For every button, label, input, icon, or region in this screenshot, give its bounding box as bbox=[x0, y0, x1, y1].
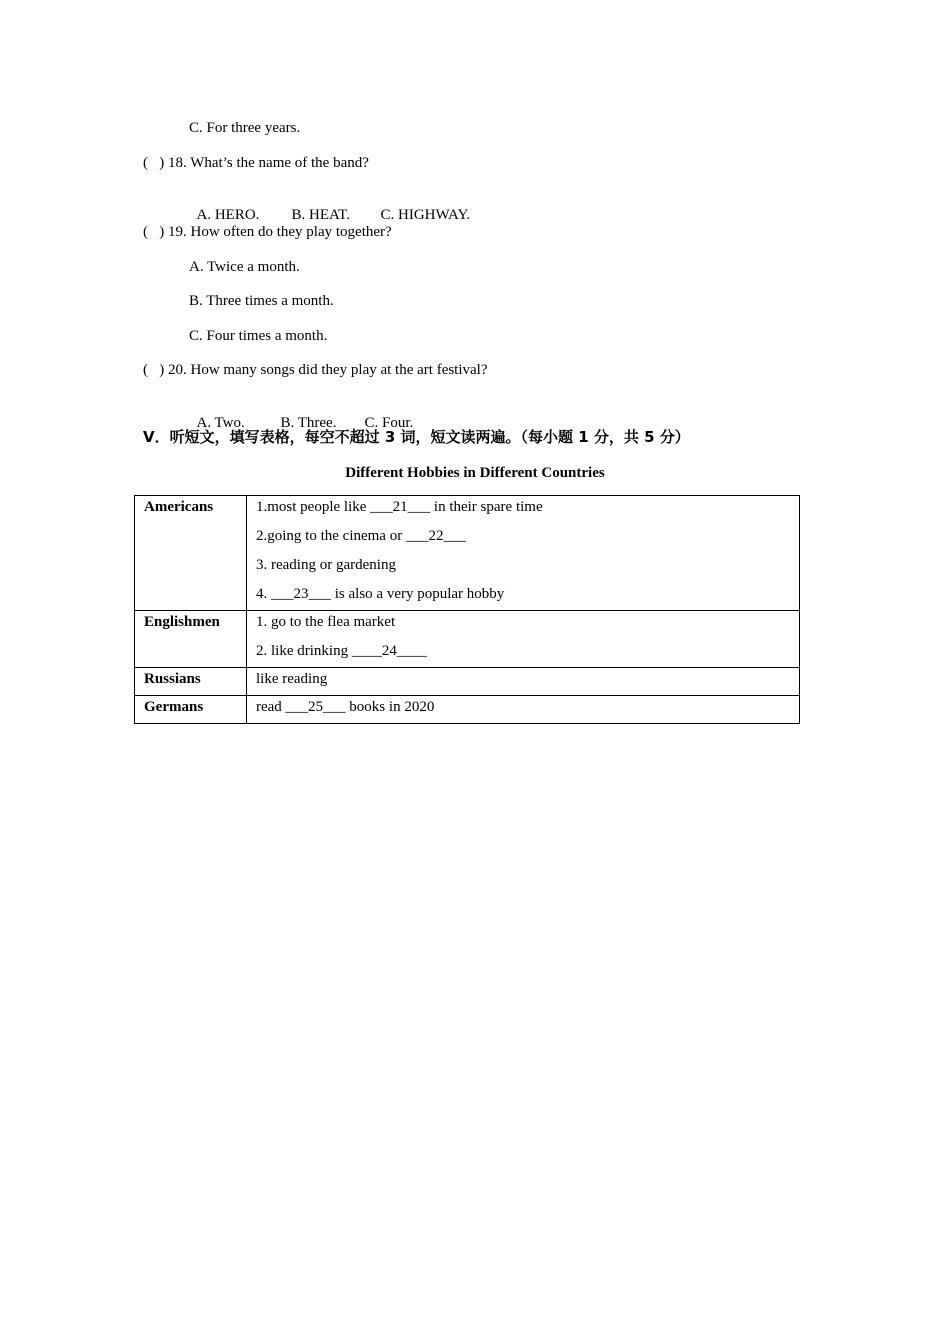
country-cell bbox=[135, 496, 247, 611]
list-item: 1.most people like ___21___ in their spare time bbox=[256, 499, 543, 515]
list-item: 2.going to the cinema or ___22___ bbox=[256, 528, 466, 544]
q19-option-a: A. Twice a month. bbox=[189, 259, 300, 275]
list-item: 3. reading or gardening bbox=[256, 557, 396, 573]
hobbies-table bbox=[134, 495, 800, 724]
q18-question: ( ) 18. What’s the name of the band? bbox=[143, 155, 369, 171]
table-row bbox=[135, 668, 800, 696]
q17-option-c: C. For three years. bbox=[189, 120, 301, 136]
q18-options bbox=[189, 188, 470, 224]
list-item: read ___25___ books in 2020 bbox=[256, 699, 435, 715]
table-row bbox=[135, 496, 800, 611]
table-row bbox=[135, 611, 800, 668]
items-cell bbox=[247, 696, 800, 724]
items-cell bbox=[247, 668, 800, 696]
table-title: Different Hobbies in Different Countries bbox=[345, 465, 605, 481]
q20-option-a: A. Two. bbox=[196, 415, 245, 431]
q18-option-b: B. HEAT. bbox=[291, 207, 350, 223]
q19-option-b: B. Three times a month. bbox=[189, 293, 334, 309]
country-cell bbox=[135, 696, 247, 724]
items-cell bbox=[247, 611, 800, 668]
list-item: 2. like drinking ____24____ bbox=[256, 643, 427, 659]
list-item: like reading bbox=[256, 671, 328, 687]
q20-option-b: B. Three. bbox=[280, 415, 337, 431]
country-cell bbox=[135, 611, 247, 668]
items-cell bbox=[247, 496, 800, 611]
list-item: 4. ___23___ is also a very popular hobby bbox=[256, 586, 505, 602]
q18-option-c: C. HIGHWAY. bbox=[380, 207, 471, 223]
country-label: Russians bbox=[144, 671, 201, 687]
list-item: 1. go to the flea market bbox=[256, 614, 396, 630]
country-label: Germans bbox=[144, 699, 204, 715]
q19-question: ( ) 19. How often do they play together? bbox=[143, 224, 392, 240]
country-label: Englishmen bbox=[144, 614, 220, 630]
country-cell bbox=[135, 668, 247, 696]
table-row bbox=[135, 696, 800, 724]
q19-option-c: C. Four times a month. bbox=[189, 328, 328, 344]
q18-option-a: A. HERO. bbox=[196, 207, 260, 223]
q20-option-c: C. Four. bbox=[364, 415, 414, 431]
section-heading: V．听短文，填写表格，每空不超过 3 词，短文读两遍。（每小题 1 分，共 5 分） bbox=[143, 428, 690, 446]
q20-question: ( ) 20. How many songs did they play at the art festival? bbox=[143, 362, 488, 378]
country-label: Americans bbox=[144, 499, 214, 515]
